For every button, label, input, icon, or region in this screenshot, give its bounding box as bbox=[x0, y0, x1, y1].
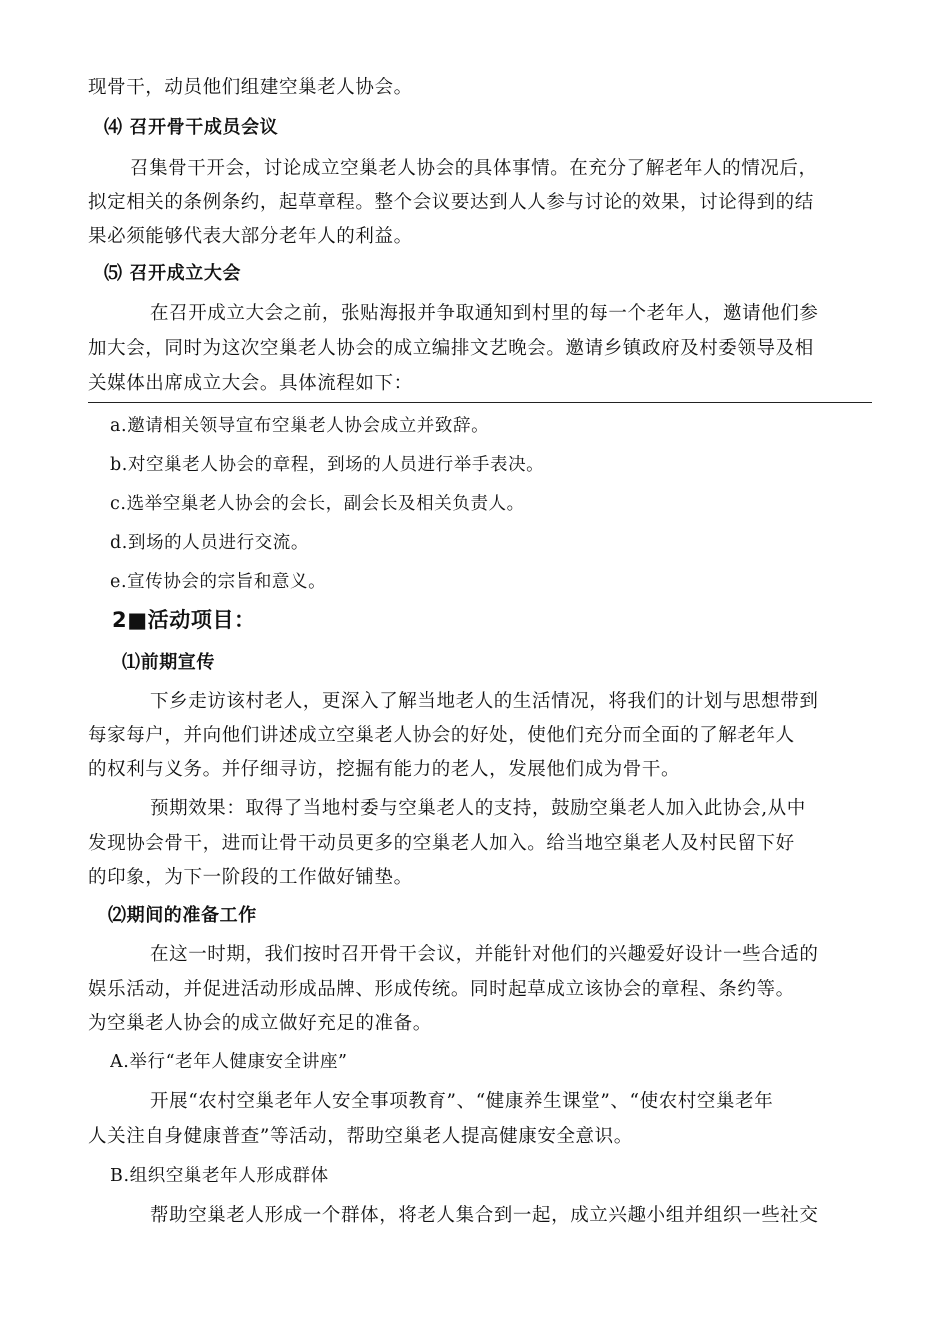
paragraph-line: 开展“农村空巢老年人安全事项教育”、“健康养生课堂”、“使农村空巢老年 bbox=[150, 1091, 774, 1112]
paragraph-line: 的印象，为下一阶段的工作做好铺垫。 bbox=[88, 867, 413, 888]
list-item: e.宣传协会的宗旨和意义。 bbox=[110, 572, 327, 592]
list-item: A.举行“老年人健康安全讲座” bbox=[110, 1052, 348, 1072]
section-heading: ⑸ 召开成立大会 bbox=[104, 263, 242, 284]
paragraph-line: 的权利与义务。并仔细寻访，挖掘有能力的老人，发展他们成为骨干。 bbox=[88, 759, 681, 780]
horizontal-rule bbox=[88, 402, 872, 403]
paragraph-line: 召集骨干开会，讨论成立空巢老人协会的具体事情。在充分了解老年人的情况后， bbox=[130, 158, 818, 179]
list-item: a.邀请相关领导宣布空巢老人协会成立并致辞。 bbox=[110, 416, 490, 436]
paragraph-line: 加大会，同时为这次空巢老人协会的成立编排文艺晚会。邀请乡镇政府及村委领导及相 bbox=[88, 338, 814, 359]
paragraph-line: 娱乐活动，并促进活动形成品牌、形成传统。同时起草成立该协会的章程、条约等。 bbox=[88, 979, 795, 1000]
paragraph-line: 为空巢老人协会的成立做好充足的准备。 bbox=[88, 1013, 432, 1034]
paragraph-line: 人关注自身健康普查”等活动，帮助空巢老人提高健康安全意识。 bbox=[88, 1126, 633, 1147]
paragraph-line: 每家每户，并向他们讲述成立空巢老人协会的好处，使他们充分而全面的了解老年人 bbox=[88, 725, 795, 746]
list-item: c.选举空巢老人协会的会长，副会长及相关负责人。 bbox=[110, 494, 525, 514]
paragraph-line: 在这一时期，我们按时召开骨干会议，并能针对他们的兴趣爱好设计一些合适的 bbox=[150, 944, 819, 965]
paragraph-line: 下乡走访该村老人，更深入了解当地老人的生活情况，将我们的计划与思想带到 bbox=[150, 691, 819, 712]
section-heading: 2■活动项目： bbox=[112, 608, 256, 632]
list-item: d.到场的人员进行交流。 bbox=[110, 533, 309, 553]
paragraph-line: 果必须能够代表大部分老年人的利益。 bbox=[88, 226, 413, 247]
paragraph-line: 关媒体出席成立大会。具体流程如下： bbox=[88, 373, 413, 394]
subsection-heading: ⑴前期宣传 bbox=[122, 652, 215, 673]
section-heading: ⑷ 召开骨干成员会议 bbox=[104, 117, 279, 138]
subsection-heading: ⑵期间的准备工作 bbox=[108, 905, 257, 926]
paragraph-line: 拟定相关的条例条约，起草章程。整个会议要达到人人参与讨论的效果，讨论得到的结 bbox=[88, 192, 814, 213]
paragraph-line: 帮助空巢老人形成一个群体，将老人集合到一起，成立兴趣小组并组织一些社交 bbox=[150, 1205, 819, 1226]
list-item: b.对空巢老人协会的章程，到场的人员进行举手表决。 bbox=[110, 455, 545, 475]
paragraph-line: 预期效果：取得了当地村委与空巢老人的支持，鼓励空巢老人加入此协会,从中 bbox=[150, 798, 806, 819]
paragraph-line: 在召开成立大会之前，张贴海报并争取通知到村里的每一个老年人，邀请他们参 bbox=[150, 303, 819, 324]
paragraph-line: 现骨干，动员他们组建空巢老人协会。 bbox=[88, 77, 413, 98]
paragraph-line: 发现协会骨干，进而让骨干动员更多的空巢老人加入。给当地空巢老人及村民留下好 bbox=[88, 833, 795, 854]
list-item: B.组织空巢老年人形成群体 bbox=[110, 1166, 329, 1186]
